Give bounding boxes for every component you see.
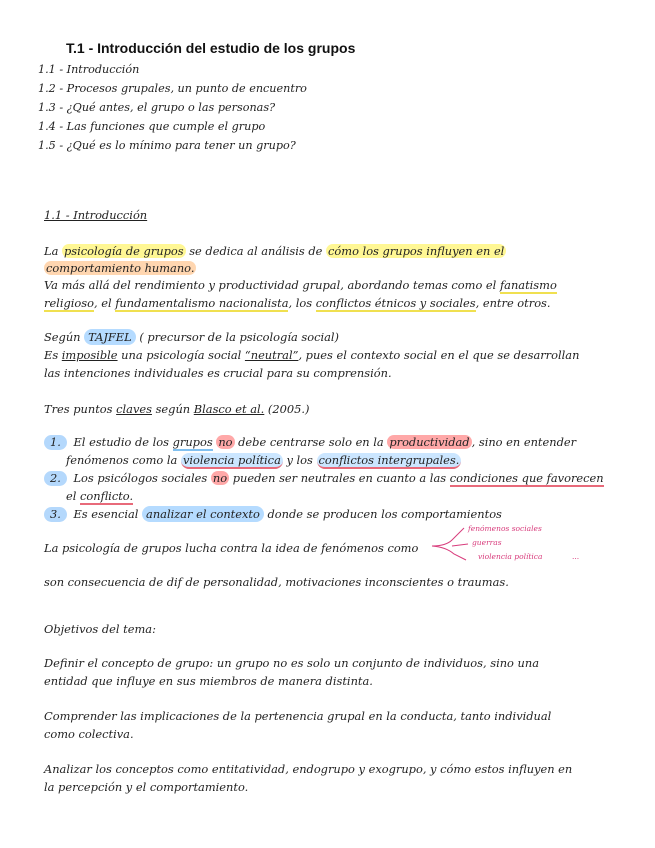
- text: fenómenos como la: [66, 453, 181, 467]
- underlined-text: fundamentalismo nacionalista: [115, 296, 289, 310]
- paragraph-line: [44, 278, 557, 293]
- objectives-heading: Objetivos del tema:: [44, 622, 156, 636]
- highlight-blue: conflictos intergrupales.: [318, 453, 460, 467]
- paragraph-line: [44, 330, 339, 345]
- toc-item: 1.3 - ¿Qué antes, el grupo o las personas?: [38, 101, 276, 114]
- text: ( precursor de la psicología social): [135, 330, 339, 344]
- text: debe centrarse solo en la: [234, 435, 388, 449]
- text: , entre otros.: [475, 296, 551, 310]
- highlight-red: no: [218, 435, 233, 449]
- underlined-text: religioso: [44, 296, 94, 310]
- toc-item: 1.1 - Introducción: [38, 63, 140, 76]
- text: Tres puntos: [44, 402, 117, 416]
- text: Los psicólogos sociales: [69, 471, 211, 485]
- handwritten-note: fenómenos sociales: [468, 524, 542, 533]
- underlined-text: Blasco et al.: [193, 402, 265, 416]
- highlight-orange: comportamiento humano.: [46, 261, 195, 275]
- section-heading: 1.1 - Introducción: [44, 208, 148, 222]
- underlined-text: conflictos étnicos y sociales: [315, 296, 476, 310]
- highlight-blue: analizar el contexto: [142, 506, 264, 522]
- underlined-text: “neutral”: [244, 348, 299, 362]
- highlight-red: productividad: [389, 435, 470, 449]
- list-number: 1.: [44, 435, 67, 450]
- toc-item: 1.4 - Las funciones que cumple el grupo: [38, 120, 266, 133]
- text: , sino en entender: [471, 435, 577, 449]
- text: se dedica al análisis de: [185, 244, 327, 258]
- paragraph-line: [44, 296, 551, 311]
- paragraph-line: las intenciones individuales es crucial para su comprensión.: [44, 366, 392, 380]
- highlight-yellow: psicología de grupos: [63, 244, 184, 258]
- text: Va más allá del rendimiento y productividad grupal, abordando temas como el: [44, 278, 500, 292]
- underlined-text: condiciones que favorecen: [449, 471, 604, 485]
- text: La: [44, 244, 62, 258]
- table-of-contents: [38, 60, 307, 155]
- handwritten-note: violencia política: [478, 552, 543, 561]
- highlight-yellow: cómo los grupos influyen en el: [328, 244, 505, 258]
- underlined-text: conflicto.: [80, 489, 134, 503]
- text: (2005.): [264, 402, 310, 416]
- underlined-text: imposible: [61, 348, 118, 362]
- paragraph-line: Definir el concepto de grupo: un grupo no es solo un conjunto de individuos, sino una: [44, 656, 539, 670]
- handwritten-note: guerras: [472, 538, 502, 547]
- text: Es: [44, 348, 62, 362]
- toc-item: 1.5 - ¿Qué es lo mínimo para tener un grupo?: [38, 139, 296, 152]
- document-title: T.1 - Introducción del estudio de los grupos: [66, 40, 356, 56]
- paragraph-line: la percepción y el comportamiento.: [44, 780, 249, 794]
- underlined-text: claves: [116, 402, 152, 416]
- underlined-text: grupos: [172, 435, 213, 449]
- text: una psicología social: [117, 348, 245, 362]
- paragraph-line: [44, 402, 309, 417]
- list-number: 3.: [44, 507, 67, 522]
- paragraph-line: entidad que influye en sus miembros de manera distinta.: [44, 674, 373, 688]
- text: según: [151, 402, 194, 416]
- text: el: [66, 489, 81, 503]
- paragraph-line: como colectiva.: [44, 727, 134, 741]
- list-item: [44, 435, 576, 450]
- text: El estudio de los: [69, 435, 173, 449]
- text: , el: [93, 296, 116, 310]
- text: , pues el contexto social en el que se desarrollan: [298, 348, 580, 362]
- text: , los: [288, 296, 316, 310]
- handwritten-note: ...: [572, 552, 580, 561]
- text: y los: [282, 453, 317, 467]
- paragraph-line: [44, 244, 506, 259]
- underlined-text: fanatismo: [499, 278, 557, 292]
- text: pueden ser neutrales en cuanto a las: [229, 471, 450, 485]
- paragraph-line: La psicología de grupos lucha contra la idea de fenómenos como: [44, 541, 419, 555]
- list-number: 2.: [44, 471, 67, 486]
- toc-item: 1.2 - Procesos grupales, un punto de encuentro: [38, 82, 307, 95]
- list-item-continued: [66, 453, 461, 468]
- paragraph-line: [44, 261, 196, 276]
- list-item: [44, 471, 604, 486]
- paragraph-line: Analizar los conceptos como entitatividad, endogrupo y exogrupo, y cómo estos influyen en: [44, 762, 573, 776]
- text: Es esencial: [69, 507, 143, 521]
- highlight-red: no: [212, 471, 228, 485]
- highlight-blue: TAJFEL: [84, 329, 136, 345]
- paragraph-line: son consecuencia de dif de personalidad, motivaciones inconscientes o traumas.: [44, 575, 509, 589]
- list-item-continued: [66, 489, 133, 504]
- paragraph-line: Comprender las implicaciones de la pertenencia grupal en la conducta, tanto individual: [44, 709, 552, 723]
- paragraph-line: [44, 348, 579, 363]
- highlight-blue: violencia política: [182, 453, 281, 467]
- text: Según: [44, 330, 85, 344]
- text: donde se producen los comportamientos: [263, 507, 502, 521]
- list-item: [44, 507, 502, 522]
